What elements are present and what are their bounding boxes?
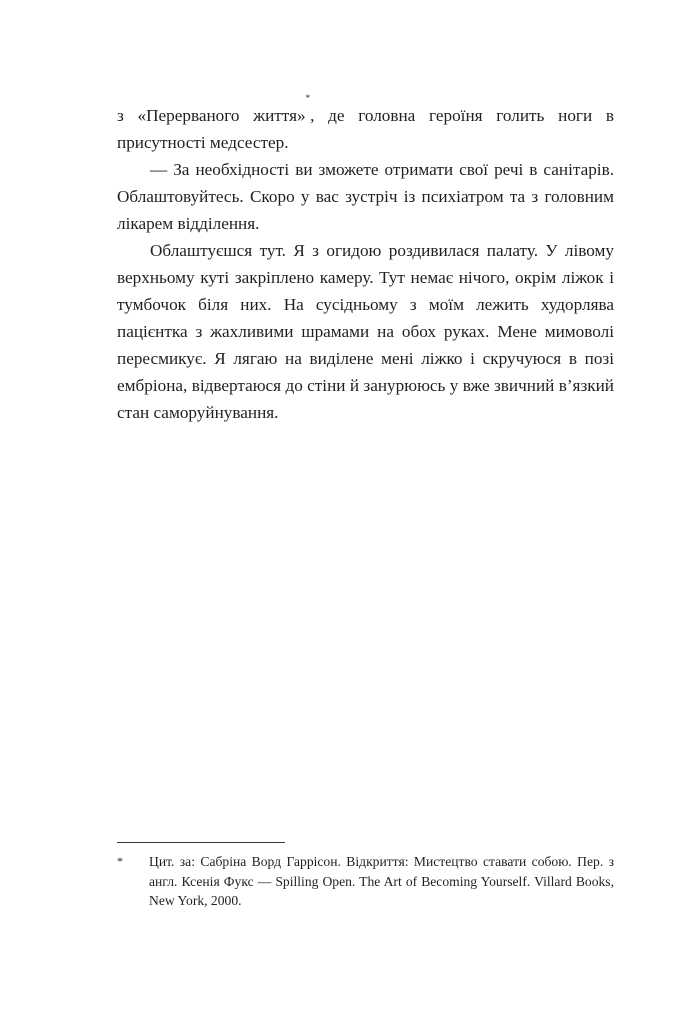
footnote-separator-rule	[117, 842, 285, 843]
footnotes-section	[117, 842, 614, 911]
footnote-1	[117, 852, 614, 911]
footnote-reference-mark: *	[305, 93, 311, 103]
paragraph-1	[117, 93, 614, 156]
body-text	[117, 93, 614, 426]
footnote-text: Цит. за: Сабріна Ворд Гаррісон. Відкриття: Мистецтво ставати собою. Пер. з англ. Ксенія Фукс — Spilling Open. The Art of Becoming Yourself. Villard Books, New York, 2000.	[149, 854, 614, 908]
paragraph-1-text-after-mark: , де головна героїня голить ноги в присутності медсестер.	[117, 106, 614, 152]
paragraph-1-text-before-mark: з «Перерваного життя»	[117, 106, 306, 125]
paragraph-2: — За необхідності ви зможете отримати свої речі в санітарів. Облаштовуйтесь. Скоро у вас зустріч із психіатром та з головним лікарем відділення.	[117, 160, 614, 233]
paragraph-3: Облаштуєшся тут. Я з огидою роздивилася палату. У лівому верхньому куті закріплено камеру. Тут немає нічого, окрім ліжок і тумбочок біля них. На сусідньому з моїм лежить худорлява пацієнтка з жахливими шрамами на обох руках. Мене мимоволі пересмикує. Я лягаю на виділене мені ліжко і скручуюся в позі ембріона, відвертаюся до стіни й занурююсь у вже звичний в’язкий стан саморуйнування.	[117, 241, 614, 422]
page-body	[117, 93, 614, 426]
footnote-symbol: *	[117, 854, 123, 868]
